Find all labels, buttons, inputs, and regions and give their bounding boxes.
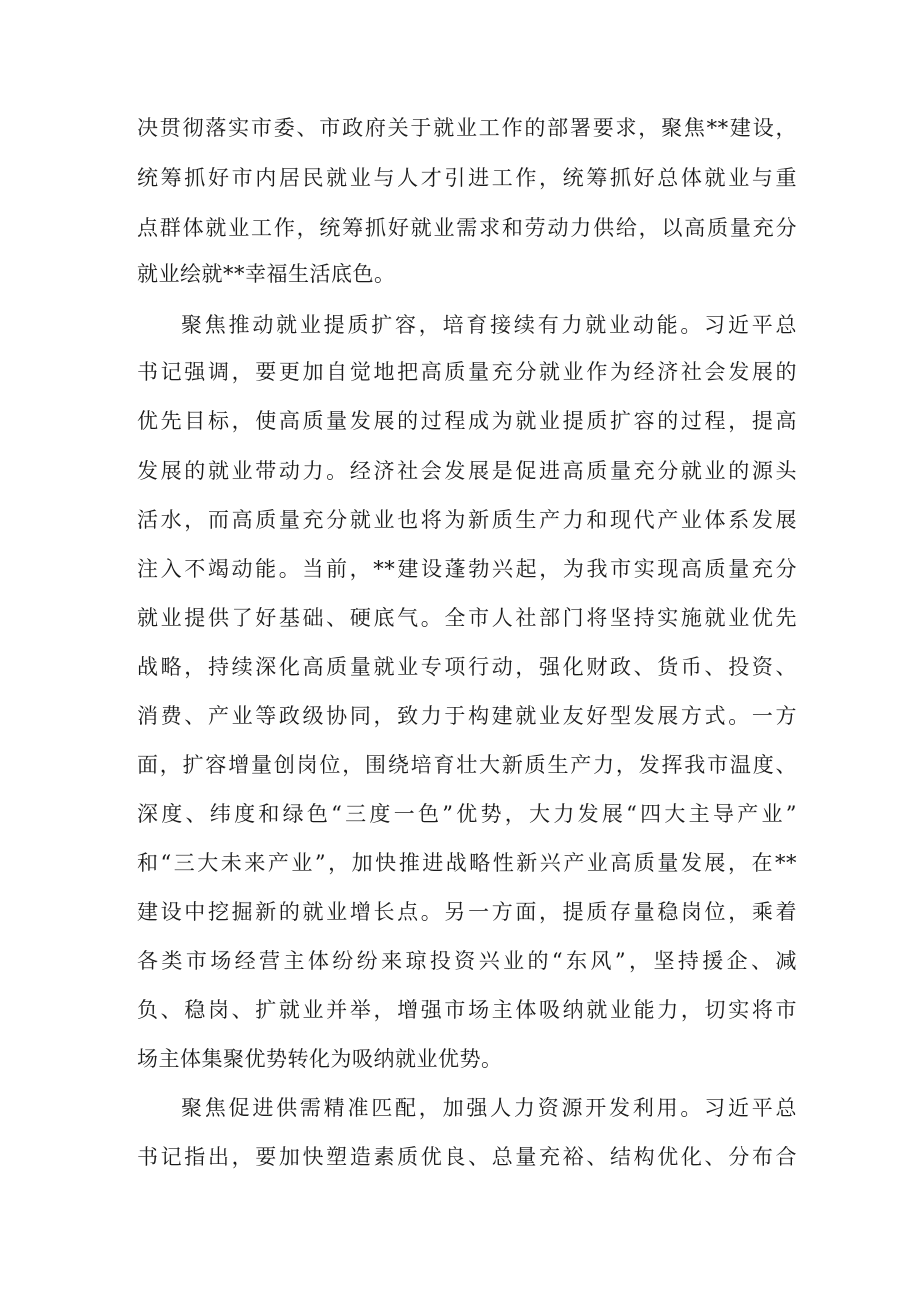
text-line: 消费、产业等政级协同，致力于构建就业友好型发展方式。一方 — [137, 704, 797, 728]
text-line: 聚焦促进供需精准匹配，加强人力资源开发利用。习近平总 — [181, 1096, 797, 1120]
text-line: 注入不竭动能。当前，**建设蓬勃兴起，为我市实现高质量充分 — [137, 557, 797, 581]
text-line: 活水，而高质量充分就业也将为新质生产力和现代产业体系发展 — [137, 508, 797, 532]
text-line: 书记指出，要加快塑造素质优良、总量充裕、结构优化、分布合 — [137, 1145, 797, 1169]
text-line: 深度、纬度和绿色“三度一色”优势，大力发展“四大主导产业” — [137, 802, 797, 826]
text-line: 发展的就业带动力。经济社会发展是促进高质量充分就业的源头 — [137, 459, 797, 483]
text-line: 场主体集聚优势转化为吸纳就业优势。 — [137, 1047, 503, 1071]
text-line: 决贯彻落实市委、市政府关于就业工作的部署要求，聚焦**建设， — [137, 116, 797, 140]
text-line: 就业提供了好基础、硬底气。全市人社部门将坚持实施就业优先 — [137, 606, 797, 630]
text-line: 负、稳岗、扩就业并举，增强市场主体吸纳就业能力，切实将市 — [137, 998, 797, 1022]
text-line: 各类市场经营主体纷纷来琼投资兴业的“东风”，坚持援企、减 — [137, 949, 797, 973]
text-line: 聚焦推动就业提质扩容，培育接续有力就业动能。习近平总 — [181, 313, 797, 337]
text-line: 战略，持续深化高质量就业专项行动，强化财政、货币、投资、 — [137, 655, 797, 679]
text-line: 和“三大未来产业”，加快推进战略性新兴产业高质量发展，在** — [137, 851, 797, 875]
text-line: 书记强调，要更加自觉地把高质量充分就业作为经济社会发展的 — [137, 360, 797, 384]
text-line: 点群体就业工作，统筹抓好就业需求和劳动力供给，以高质量充分 — [137, 216, 797, 240]
text-line: 就业绘就**幸福生活底色。 — [137, 262, 396, 286]
text-line: 统筹抓好市内居民就业与人才引进工作，统筹抓好总体就业与重 — [137, 166, 797, 190]
text-line: 建设中挖掘新的就业增长点。另一方面，提质存量稳岗位，乘着 — [137, 900, 797, 924]
text-line: 面，扩容增量创岗位，围绕培育壮大新质生产力，发挥我市温度、 — [137, 753, 797, 777]
text-line: 优先目标，使高质量发展的过程成为就业提质扩容的过程，提高 — [137, 409, 797, 433]
